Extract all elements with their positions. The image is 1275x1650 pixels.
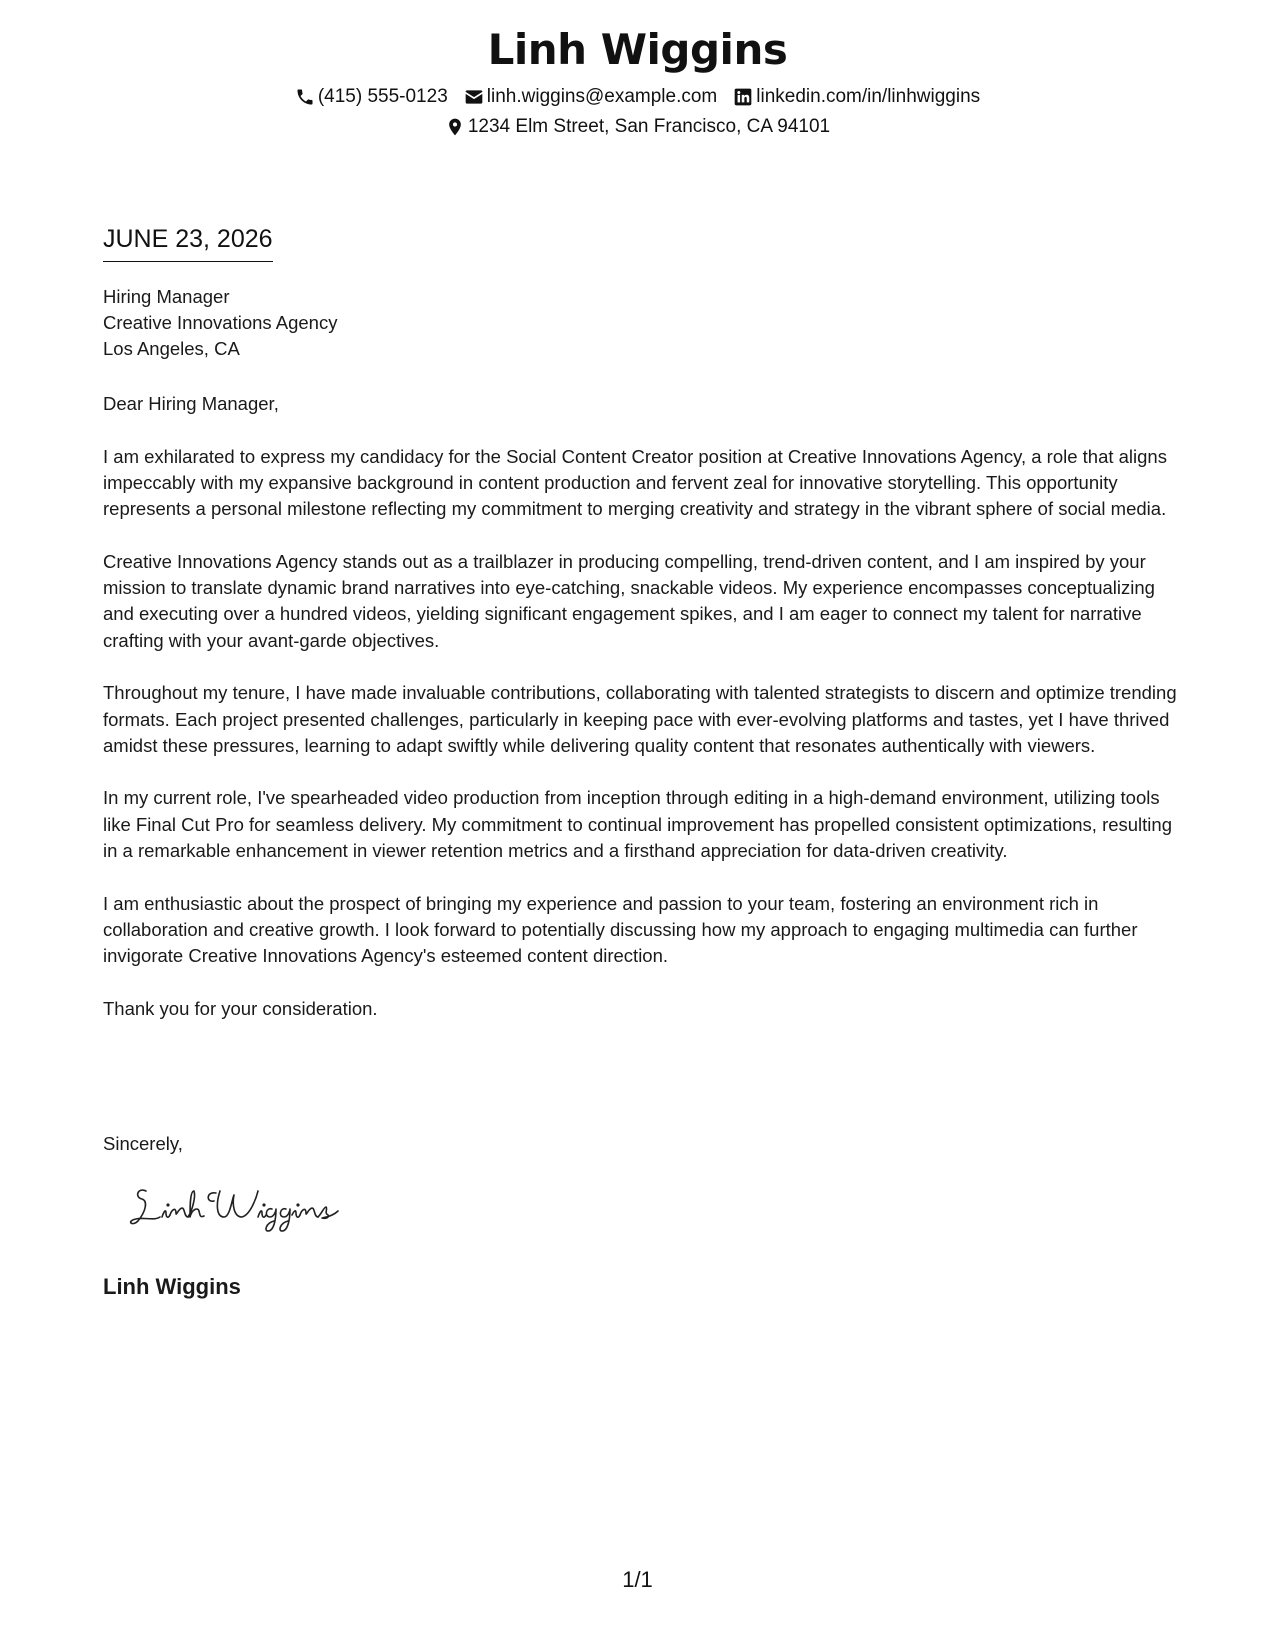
salutation: Dear Hiring Manager, [103, 393, 279, 414]
envelope-icon [464, 87, 484, 107]
recipient-location: Los Angeles, CA [103, 338, 240, 359]
signer-name: Linh Wiggins [103, 1274, 241, 1299]
address-text: 1234 Elm Street, San Francisco, CA 94101 [467, 116, 831, 137]
closing: Sincerely, [103, 1133, 183, 1154]
contact-row [0, 84, 1275, 110]
linkedin-text: linkedin.com/in/linhwiggins [756, 86, 981, 107]
applicant-name: Linh Wiggins [487, 25, 788, 74]
phone-icon [295, 87, 315, 107]
paragraph-5: I am enthusiastic about the prospect of bringing my experience and passion to your team, fostering an environment rich in collaboration and creative growth. I look forward to potentially discussing how my approach to engaging multimedia can further invigorate Creative Innovations Agency's esteemed content direction. [103, 892, 1138, 967]
recipient-block [103, 284, 337, 362]
paragraph-1: I am exhilarated to express my candidacy for the Social Content Creator position at Creative Innovations Agency, a role that aligns impeccably with my expansive background in content production and fervent zeal for innovative storytelling. This opportunity represents a personal milestone reflecting my commitment to merging creativity and strategy in the vibrant sphere of social media. [103, 445, 1167, 520]
recipient-title: Hiring Manager [103, 286, 230, 307]
thank-you-line: Thank you for your consideration. [103, 997, 378, 1019]
address-item [445, 114, 830, 140]
email-text: linh.wiggins@example.com [486, 86, 718, 107]
paragraph-3: Throughout my tenure, I have made invaluable contributions, collaborating with talented strategists to discern and optimize trending formats. Each project presented challenges, particularly in keeping pace with ever-evolving platforms and tastes, yet I have thrived amidst these pressures, learning to adapt swiftly while delivering quality content that resonates authentically with viewers. [103, 682, 1177, 756]
phone-item [295, 84, 448, 110]
email-item [464, 84, 718, 110]
address-row [0, 114, 1275, 140]
map-pin-icon [445, 117, 465, 137]
linkedin-item [733, 84, 980, 110]
date-block [103, 224, 273, 262]
handwritten-signature [124, 1177, 344, 1235]
linkedin-icon [733, 87, 753, 107]
letter-header [0, 22, 1275, 140]
letter-body [103, 391, 1183, 1048]
phone-text: (415) 555-0123 [317, 86, 448, 107]
letter-date: JUNE 23, 2026 [103, 224, 273, 262]
paragraph-2: Creative Innovations Agency stands out as a trailblazer in producing compelling, trend-driven content, and I am inspired by your mission to translate dynamic brand narratives into eye-catching, snackable videos. My experience encompasses conceptualizing and executing over a hundred videos, yielding significant engagement spikes, and I am eager to connect my talent for narrative crafting with your avant-garde objectives. [103, 550, 1155, 651]
page-number: 1/1 [622, 1567, 653, 1592]
recipient-company: Creative Innovations Agency [103, 312, 338, 333]
paragraph-4: In my current role, I've spearheaded video production from inception through editing in a high-demand environment, utilizing tools like Final Cut Pro for seamless delivery. My commitment to continual improvement has propelled consistent optimizations, resulting in a remarkable enhancement in viewer retention metrics and a firsthand appreciation for data-driven creativity. [103, 787, 1172, 862]
